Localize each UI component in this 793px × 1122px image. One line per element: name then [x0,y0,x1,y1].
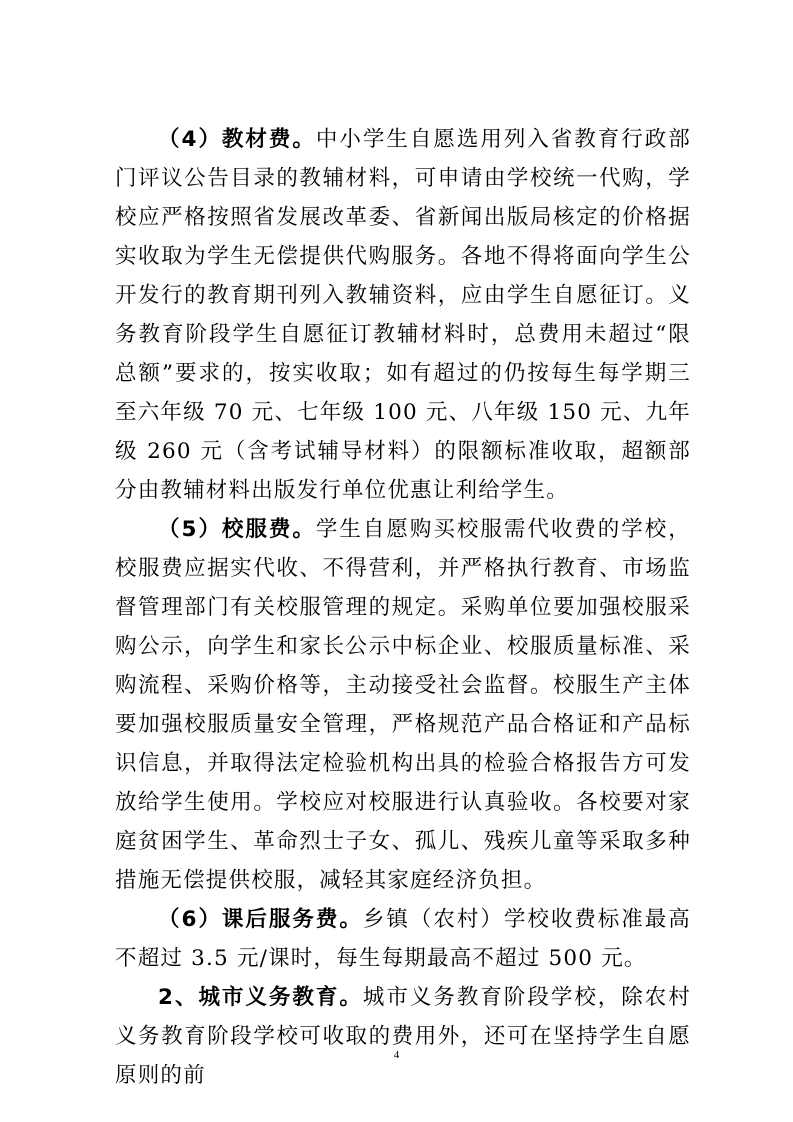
paragraph-body: 乡镇（农村）学校收费标准最高不超过 3.5 元/课时，每生每期最高不超过 500 元。 [115,907,691,971]
paragraph-body: 学生自愿购买校服需代收费的学校，校服费应据实代收、不得营利，并严格执行教育、市场监督管理部门有关校服管理的规定。采购单位要加强校服采购公示，向学生和家长公示中标企业、校服质量标准、采购流程、采购价格等，主动接受社会监督。校服生产主体要加强校服质量安全管理，严格规范产品合格证和产品标识信息，并取得法定检验机构出具的检验合格报告方可发放给学生使用。学校应对校服进行认真验收。各校要对家庭贫困学生、革命烈士子女、孤儿、残疾儿童等采取多种措施无偿提供校服，减轻其家庭经济负担。 [115,517,691,893]
paragraph-body: 中小学生自愿选用列入省教育行政部门评议公告目录的教辅材料，可申请由学校统一代购，学校应严格按照省发展改革委、省新闻出版局核定的价格据实收取为学生无偿提供代购服务。各地不得将面向学生公开发行的教育期刊列入教辅资料，应由学生自愿征订。义务教育阶段学生自愿征订教辅材料时，总费用未超过“限总额”要求的，按实收取；如有超过的仍按每生每学期三至六年级 70 元、七年级 100 元、八年级 150 元、九年级 260 元（含考试辅导材料）的限额标准收取，超额部分由教辅材料出版发行单位优惠让利给学生。 [115,127,691,503]
paragraph-heading: （5）校服费。 [158,517,316,542]
paragraph-heading: （4）教材费。 [158,127,316,152]
page-number: 4 [393,1049,400,1061]
paragraph-after-school-fee [115,900,691,978]
paragraph-textbook-fee [115,120,691,510]
paragraph-heading: （6）课后服务费。 [158,907,363,932]
paragraph-body: 城市义务教育阶段学校，除农村义务教育阶段学校可收取的费用外，还可在坚持学生自愿原则的前 [115,985,691,1088]
paragraph-urban-education [115,978,691,1095]
body-text [115,120,691,1095]
paragraph-uniform-fee [115,510,691,900]
paragraph-heading: 2、城市义务教育。 [158,985,363,1010]
